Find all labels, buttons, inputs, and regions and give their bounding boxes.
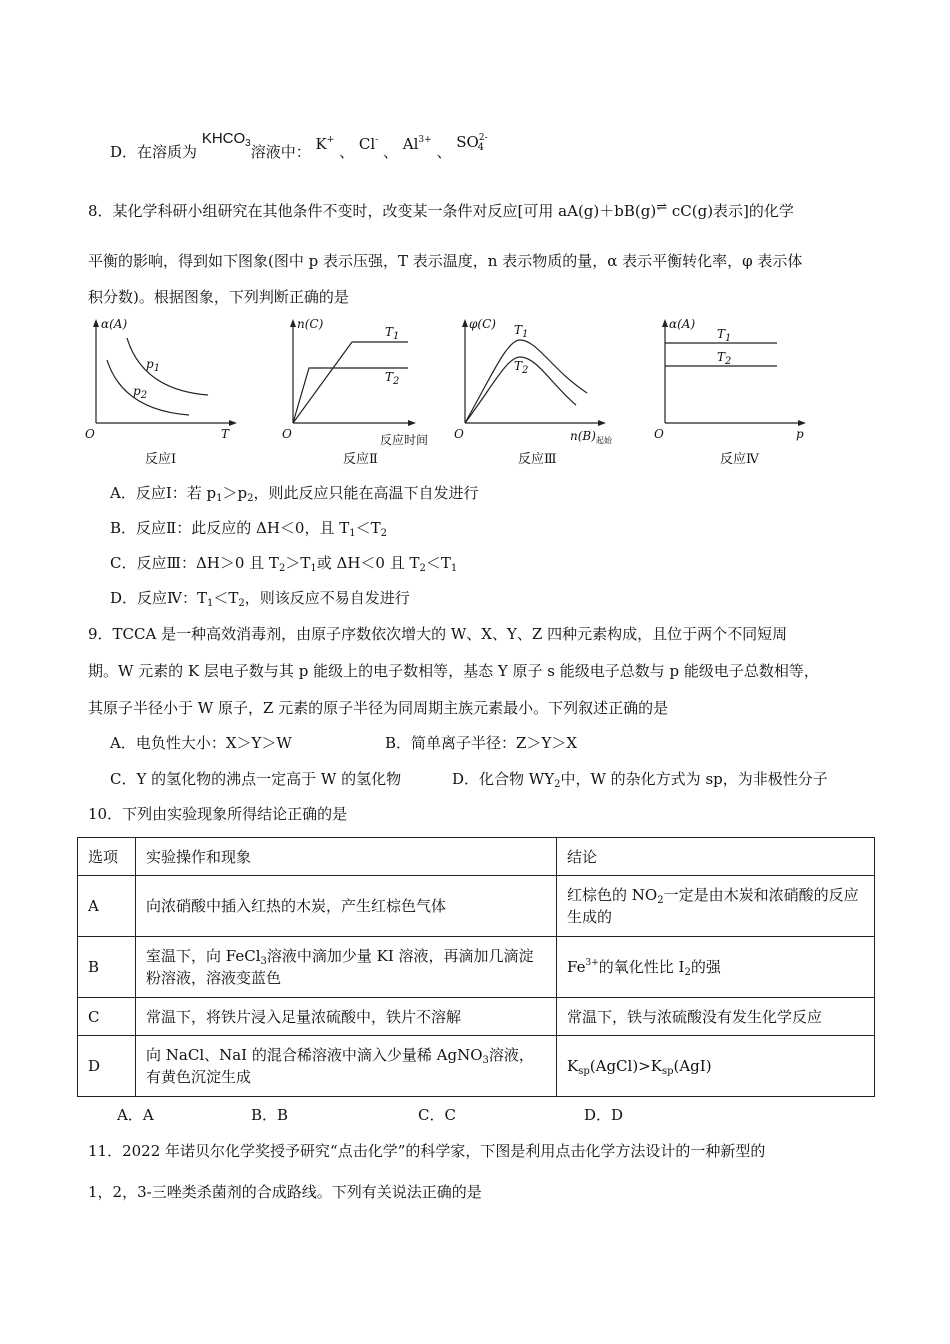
graph-1-curve1-label: $p_1$ (146, 357, 161, 374)
q10-choice-b: B．B (251, 1106, 289, 1124)
graph-2-ylabel: n(C) (297, 317, 324, 331)
q10-choice-a: A．A (117, 1106, 154, 1124)
graph-4-ylabel: α(A) (669, 317, 696, 331)
q8-option-b: B．反应Ⅱ：此反应的 ΔH＜0，且 $T_1<T_2$ (110, 519, 387, 539)
row-d-operation: 向 NaCl、NaI 的混合稀溶液中滴入少量稀 AgNO$_3$溶液，有黄色沉淀生成 (136, 1036, 557, 1097)
graph-1-svg (83, 315, 243, 465)
graph-3-xlabel: $n(B)_{起始}$ (570, 429, 612, 445)
row-c-conclusion: 常温下，铁与浓硫酸没有发生化学反应 (557, 998, 875, 1036)
row-a-operation: 向浓硝酸中插入红热的木炭，产生红棕色气体 (136, 876, 557, 937)
row-d-option: D (78, 1036, 136, 1097)
table-row (78, 876, 875, 937)
graph-3-ylabel: φ(C) (469, 317, 496, 331)
row-d-conclusion: $K_{sp}(AgCl)>K_{sp}(AgI)$ (557, 1036, 875, 1097)
graph-3-caption: 反应Ⅲ (518, 452, 557, 467)
row-a-option: A (78, 876, 136, 937)
q10-choice-d: D．D (584, 1106, 624, 1124)
graph-reaction-1 (83, 315, 243, 465)
graph-4-t1-label: $T_1$ (717, 327, 732, 344)
row-b-conclusion: $Fe^{3+}$的氧化性比 $I_2$的强 (557, 937, 875, 998)
graph-2-xlabel: 反应时间 (380, 433, 429, 447)
q7-option-d: D．在溶质为 $KHCO_3$溶液中： K+ 、 Cl- 、 $Al^{3+}$ 、 $SO^{2-}_4$ (110, 130, 488, 161)
graph-2-t1-label: $T_1$ (385, 325, 400, 342)
graph-3-origin: O (454, 427, 464, 441)
table-row (78, 937, 875, 998)
q9-option-a: A．电负性大小：X＞Y＞W (110, 734, 292, 752)
q9-stem-line1: 9．TCCA 是一种高效消毒剂，由原子序数依次增大的 W、X、Y、Z 四种元素构成，且位于两个不同短周 (88, 625, 788, 643)
graph-1-caption: 反应Ⅰ (145, 452, 177, 467)
graph-2-origin: O (282, 427, 292, 441)
q8-option-d: D．反应Ⅳ：$T_1<T_2$，则该反应不易自发进行 (110, 589, 410, 609)
header-operation: 实验操作和现象 (136, 838, 557, 876)
q10-choice-c: C．C (418, 1106, 456, 1124)
row-a-conclusion: 红棕色的 $NO_2$一定是由木炭和浓硝酸的反应生成的 (557, 876, 875, 937)
table-row (78, 1036, 875, 1097)
table-header-row (78, 838, 875, 876)
graph-3-t2-label: $T_2$ (514, 359, 529, 376)
row-c-option: C (78, 998, 136, 1036)
header-conclusion: 结论 (557, 838, 875, 876)
q8-option-c: C．反应Ⅲ：ΔH＞0 且 $T_2>T_1$或 ΔH＜0 且 $T_2<T_1$ (110, 554, 458, 574)
q8-option-a: A．反应Ⅰ：若 $p_1>p_2$，则此反应只能在高温下自发进行 (110, 484, 479, 504)
q10-stem: 10．下列由实验现象所得结论正确的是 (88, 805, 348, 823)
table-row (78, 998, 875, 1036)
graph-3-t1-label: $T_1$ (514, 323, 529, 340)
graph-reaction-3 (452, 315, 622, 465)
q8-stem-line2: 平衡的影响，得到如下图象(图中 p 表示压强，T 表示温度，n 表示物质的量，α 表示平衡转化率，φ 表示体 (88, 252, 803, 270)
experiment-table (77, 837, 875, 1097)
q11-stem-line2: 1，2，3-三唑类杀菌剂的合成路线。下列有关说法正确的是 (88, 1183, 482, 1201)
curve-t1 (465, 340, 587, 423)
graph-4-origin: O (654, 427, 664, 441)
graph-2-caption: 反应Ⅱ (343, 452, 378, 467)
graph-2-t2-label: $T_2$ (385, 370, 400, 387)
graph-1-ylabel: α(A) (101, 317, 128, 331)
graph-1-xlabel: T (221, 427, 230, 441)
graph-4-t2-label: $T_2$ (717, 350, 732, 367)
header-option: 选项 (78, 838, 136, 876)
q8-stem-line1: 8．某化学科研小组研究在其他条件不变时，改变某一条件对反应[可用 aA(g)＋bB(g)⇌ cC(g)表示]的化学 (88, 200, 794, 220)
q11-stem-line1: 11．2022 年诺贝尔化学奖授予研究“点击化学”的科学家，下图是利用点击化学方法设计的一种新型的 (88, 1142, 766, 1160)
graph-4-xlabel: p (796, 427, 804, 441)
q9-option-d: D．化合物 $WY_2$中，W 的杂化方式为 sp，为非极性分子 (452, 770, 828, 790)
q9-option-c: C．Y 的氢化物的沸点一定高于 W 的氢化物 (110, 770, 402, 788)
q9-option-b: B．简单离子半径：Z＞Y＞X (385, 734, 578, 752)
row-b-option: B (78, 937, 136, 998)
graph-4-caption: 反应Ⅳ (720, 452, 759, 467)
q9-stem-line3: 其原子半径小于 W 原子，Z 元素的原子半径为同周期主族元素最小。下列叙述正确的是 (88, 699, 669, 717)
graph-4-svg (652, 315, 822, 465)
row-b-operation: 室温下，向 FeCl$_3$溶液中滴加少量 KI 溶液，再滴加几滴淀粉溶液，溶液变蓝色 (136, 937, 557, 998)
graph-1-origin: O (85, 427, 95, 441)
graph-1-curve2-label: $p_2$ (133, 384, 148, 401)
row-c-operation: 常温下，将铁片浸入足量浓硫酸中，铁片不溶解 (136, 998, 557, 1036)
q9-stem-line2: 期。W 元素的 K 层电子数与其 p 能级上的电子数相等，基态 Y 原子 s 能级电子总数与 p 能级电子总数相等， (88, 662, 819, 680)
graph-reaction-4 (652, 315, 822, 465)
q8-stem-line3: 积分数)。根据图象，下列判断正确的是 (88, 288, 349, 306)
graph-reaction-2 (280, 315, 440, 465)
